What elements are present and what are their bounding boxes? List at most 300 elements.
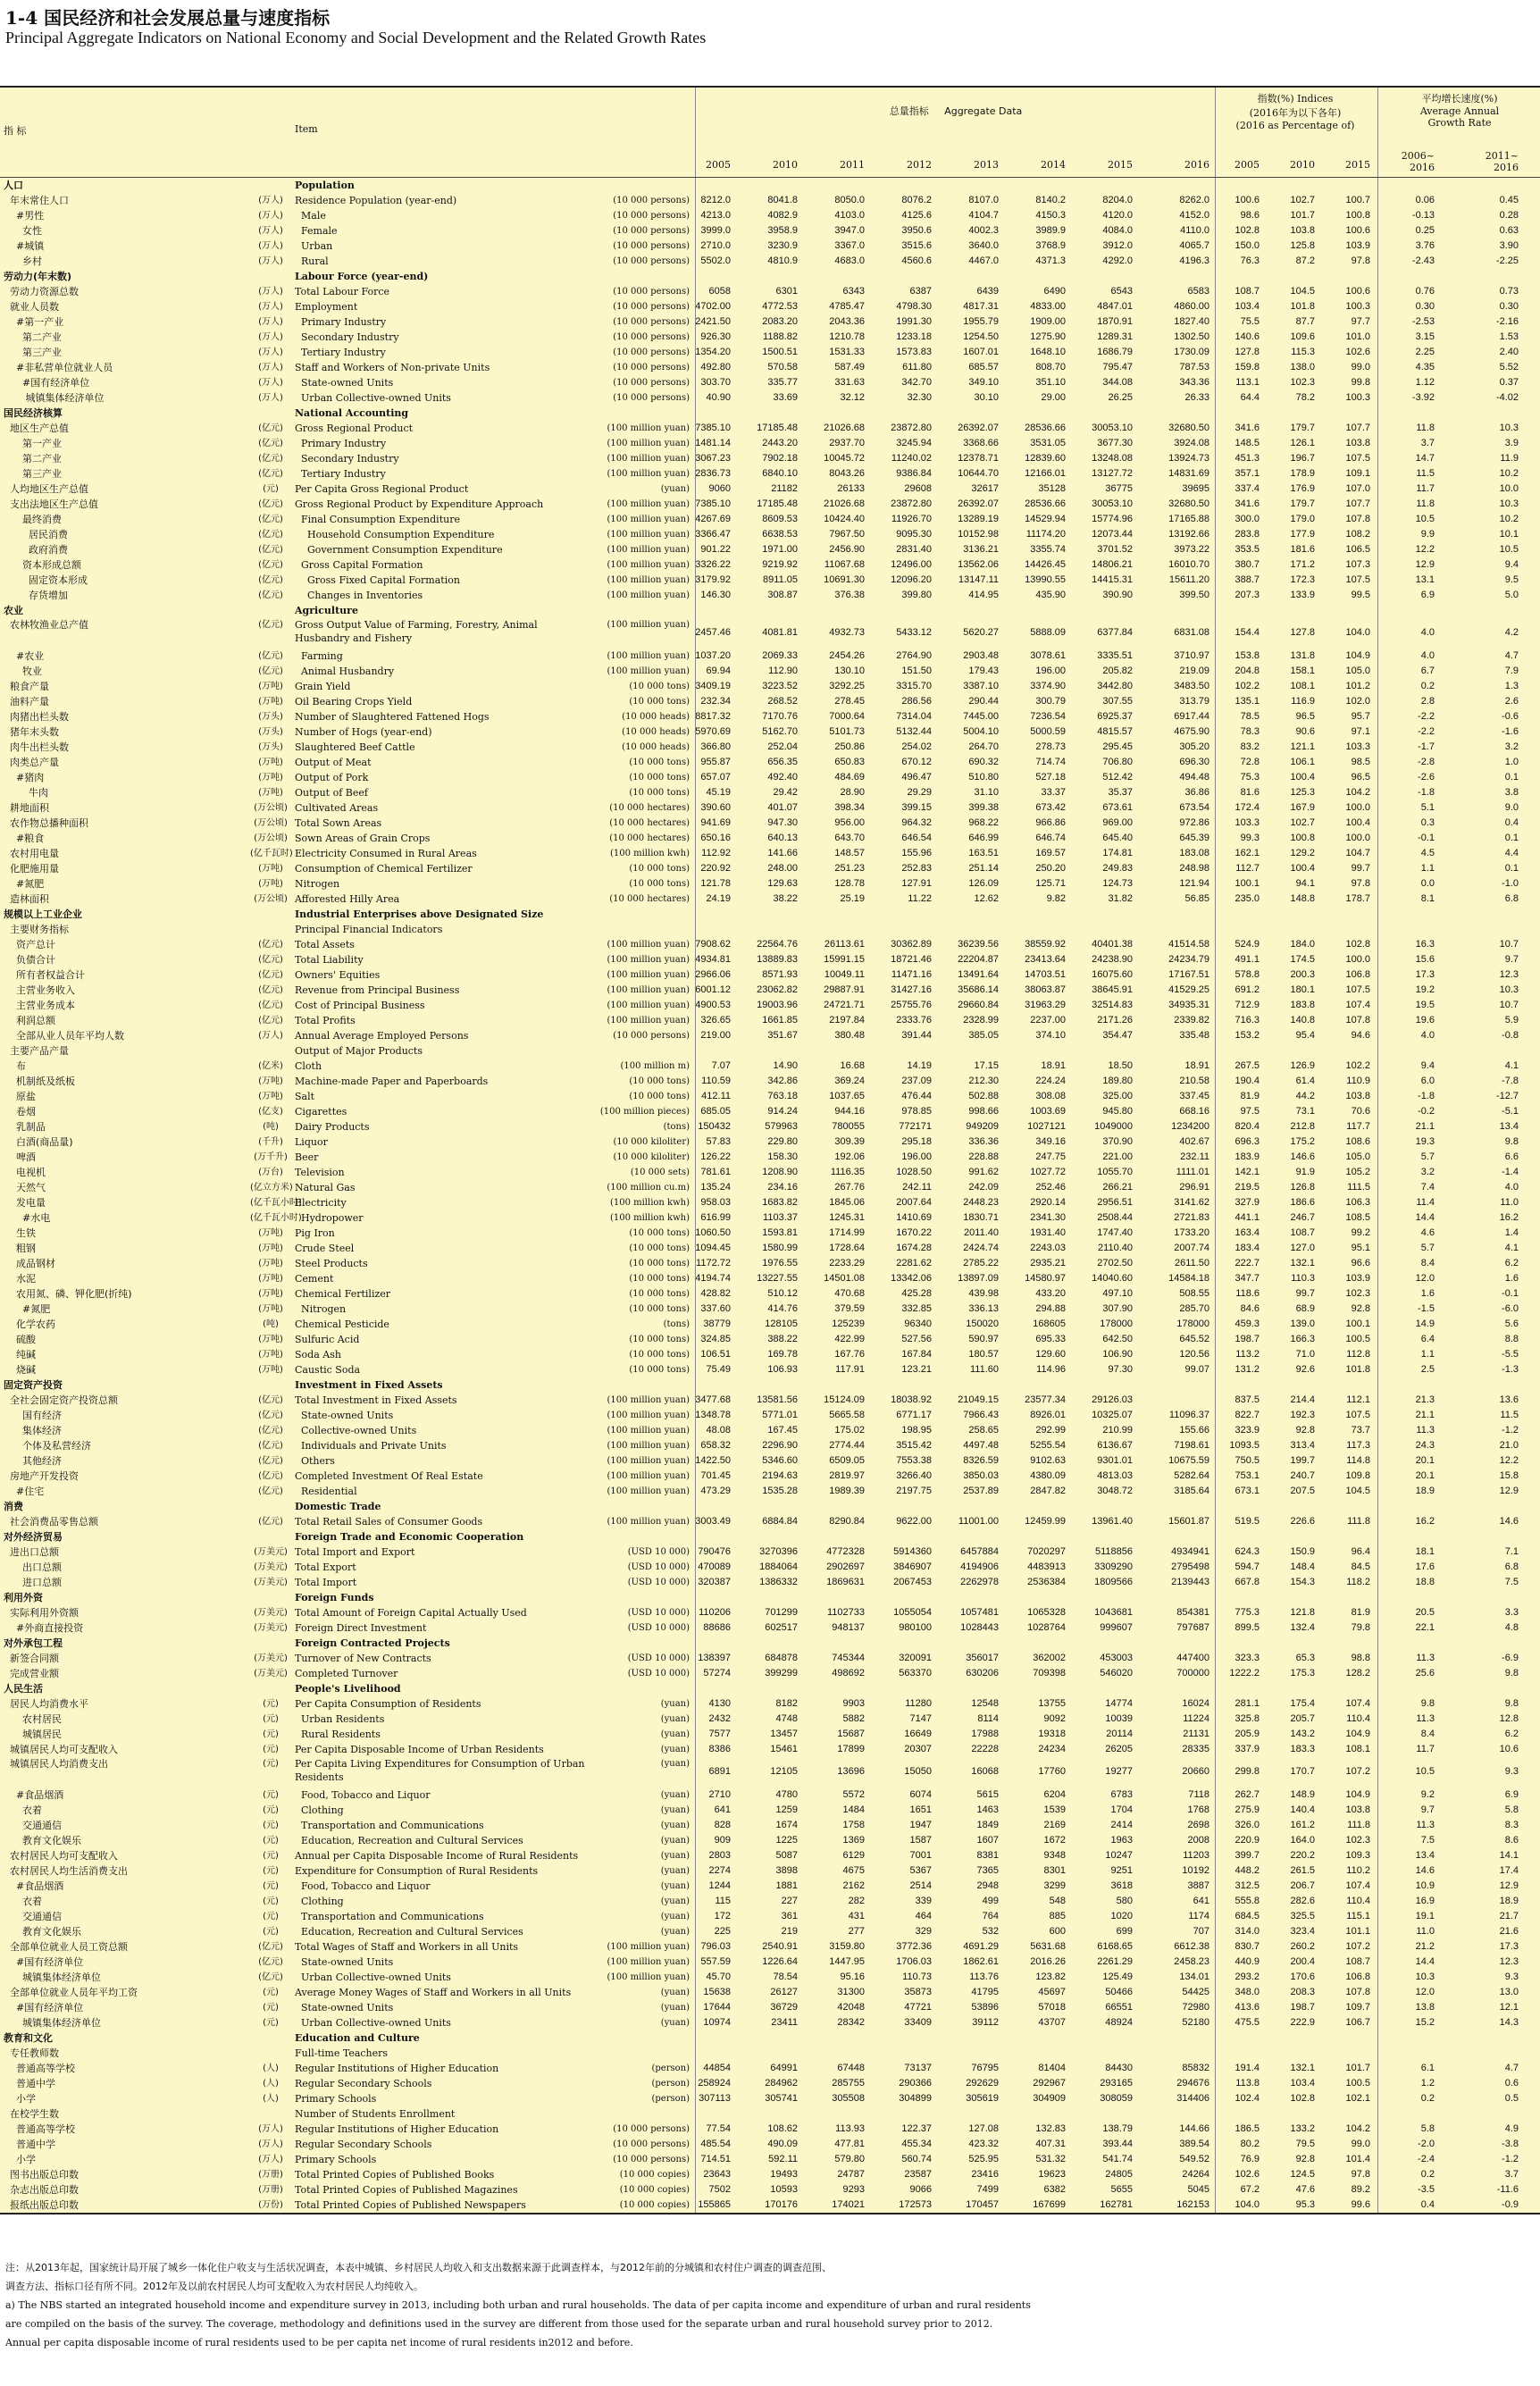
row-label-en: Gross Regional Product by Expenditure Approach: [295, 498, 544, 510]
table-cell: 23413.64: [1025, 954, 1066, 965]
row-unit-en: (100 million kwh): [609, 849, 690, 858]
table-cell: 796.03: [700, 1941, 731, 1952]
table-cell: 6783: [1110, 1789, 1133, 1800]
row-label-en: Gross Fixed Capital Formation: [295, 574, 460, 586]
table-cell: 325.8: [1235, 1713, 1260, 1724]
row-unit-en: (person): [651, 2094, 690, 2104]
row-unit-zh: (亿元): [258, 575, 283, 585]
table-row: [0, 2061, 1540, 2076]
row-unit-zh: (元): [263, 1821, 279, 1830]
table-cell: 21.3: [1415, 1394, 1435, 1405]
table-cell: 107.2: [1345, 1941, 1370, 1952]
table-row: [0, 1028, 1540, 1043]
table-row: [0, 1484, 1540, 1499]
row-label-zh: 教育文化娱乐: [4, 1835, 81, 1846]
table-row: [0, 284, 1540, 299]
table-cell: 947.30: [767, 817, 798, 828]
table-cell: 87.7: [1295, 316, 1315, 327]
table-row: [0, 1393, 1540, 1408]
table-cell: 29887.91: [824, 984, 865, 995]
row-label-zh: 报纸出版总印数: [4, 2199, 79, 2211]
table-cell: 347.7: [1235, 1273, 1260, 1284]
table-cell: 2233.29: [829, 1258, 865, 1268]
table-row: [0, 1347, 1540, 1362]
row-label-en: Annual per Capita Disposable Income of Rural Residents: [295, 1850, 579, 1862]
table-cell: 164.0: [1290, 1835, 1315, 1846]
row-unit-en: (100 million kwh): [609, 1213, 690, 1223]
row-label-en: State-owned Units: [295, 377, 394, 389]
table-row: [0, 740, 1540, 755]
row-label-en: Sown Areas of Grain Crops: [295, 833, 431, 844]
table-cell: 115: [715, 1896, 731, 1906]
table-cell: 2702.50: [1097, 1258, 1133, 1268]
table-cell: 278.73: [1035, 741, 1066, 752]
table-cell: 1037.20: [695, 650, 731, 661]
row-unit-en: (10 000 tons): [629, 1304, 690, 1314]
table-cell: 402.67: [1179, 1136, 1209, 1147]
table-cell: 2948: [976, 1880, 999, 1891]
indicator-table: [0, 86, 1540, 2214]
table-cell: 73.1: [1295, 1106, 1315, 1117]
table-cell: 30362.89: [891, 939, 932, 950]
table-row: [0, 481, 1540, 497]
row-unit-zh: (万公顷): [254, 833, 288, 843]
row-label-en: Television: [295, 1167, 345, 1178]
table-cell: 2721.83: [1174, 1212, 1209, 1223]
row-unit-zh: (万美元): [254, 1562, 288, 1572]
table-cell: 186.6: [1290, 1197, 1315, 1208]
row-unit-en: (yuan): [660, 1745, 690, 1754]
table-cell: 4560.6: [901, 255, 932, 266]
table-cell: 492.40: [767, 772, 798, 783]
table-cell: 4772.53: [762, 301, 798, 312]
table-cell: 116.9: [1291, 696, 1315, 707]
table-cell: 100.6: [1345, 225, 1370, 236]
table-cell: 2083.20: [762, 316, 798, 327]
table-cell: 673.1: [1235, 1486, 1260, 1496]
row-unit-zh: (万美元): [254, 1578, 288, 1587]
table-cell: 2514: [909, 1880, 932, 1891]
table-cell: 296.91: [1179, 1182, 1209, 1193]
table-row: [0, 557, 1540, 573]
table-cell: 385.05: [968, 1030, 999, 1041]
table-cell: 8.1: [1420, 893, 1435, 904]
row-label-en: Industrial Enterprises above Designated Size: [295, 908, 544, 920]
table-cell: 95.3: [1295, 2199, 1315, 2210]
table-cell: 107.8: [1345, 1015, 1370, 1026]
table-cell: 548: [1049, 1896, 1066, 1906]
table-cell: 12.2: [1415, 544, 1435, 555]
row-label-zh: 普通高等学校: [4, 2063, 75, 2074]
table-cell: 431: [848, 1911, 865, 1921]
table-cell: 2110.40: [1098, 1243, 1133, 1253]
table-cell: 3772.36: [896, 1941, 932, 1952]
table-cell: 17644: [703, 2002, 731, 2013]
table-cell: 2456.90: [829, 544, 865, 555]
table-cell: 38645.91: [1092, 984, 1133, 995]
table-cell: 225: [714, 1926, 731, 1937]
row-unit-en: (yuan): [660, 1851, 690, 1861]
table-cell: 4.0: [1420, 1030, 1435, 1041]
table-cell: 103.4: [1290, 2078, 1315, 2089]
table-cell: 10.9: [1415, 1880, 1435, 1891]
table-cell: 13961.40: [1092, 1516, 1133, 1527]
table-cell: 65.3: [1295, 1653, 1315, 1663]
table-cell: 118.6: [1235, 1288, 1260, 1299]
table-cell: 16.9: [1415, 1896, 1435, 1906]
table-cell: 356017: [966, 1653, 999, 1663]
row-unit-zh: (万吨): [258, 1350, 283, 1360]
row-unit-zh: (元): [263, 1805, 279, 1815]
table-cell: 0.30: [1499, 301, 1519, 312]
row-unit-zh: (亿元): [258, 940, 283, 950]
table-cell: 107.2: [1345, 1766, 1370, 1777]
table-cell: 212.8: [1290, 1121, 1315, 1132]
row-label-en: Average Money Wages of Staff and Workers in all Units: [295, 1987, 572, 1998]
table-row: [0, 1620, 1540, 1636]
row-label-zh: 专任教师数: [4, 2047, 59, 2059]
table-cell: 4150.3: [1035, 210, 1066, 221]
row-unit-en: (yuan): [660, 1896, 690, 1906]
row-label-en: Urban Collective-owned Units: [295, 392, 451, 404]
table-cell: 132.1: [1290, 1258, 1315, 1268]
table-cell: 19.3: [1415, 1136, 1435, 1147]
table-row: [0, 421, 1540, 436]
row-label-en: Nitrogen: [295, 1303, 347, 1315]
table-cell: 448.2: [1235, 1865, 1260, 1876]
row-label-en: Total Profits: [295, 1015, 356, 1026]
table-cell: 100.5: [1345, 2078, 1370, 2089]
table-row: [0, 1332, 1540, 1347]
table-cell: 353.5: [1235, 544, 1260, 555]
table-cell: 1259: [775, 1804, 798, 1815]
row-label-zh: 资本形成总额: [4, 559, 81, 571]
row-label-en: Turnover of New Contracts: [295, 1653, 431, 1664]
table-row: [0, 2015, 1540, 2030]
table-cell: 2937.70: [829, 438, 865, 448]
table-cell: 23872.80: [891, 498, 932, 509]
table-row: [0, 1059, 1540, 1074]
table-cell: 5118856: [1094, 1546, 1133, 1557]
row-label-en: Individuals and Private Units: [295, 1440, 447, 1452]
table-cell: 10593: [770, 2184, 798, 2195]
table-cell: 250.20: [1035, 863, 1066, 874]
table-cell: 308.08: [1035, 1091, 1066, 1101]
table-cell: 72980: [1182, 2002, 1209, 2013]
table-cell: 13581.56: [757, 1394, 798, 1405]
table-cell: 1065328: [1027, 1607, 1066, 1618]
row-label-zh: 教育和文化: [4, 2032, 53, 2044]
table-row: [0, 223, 1540, 239]
row-unit-zh: (元): [263, 1729, 279, 1739]
table-cell: 5882: [842, 1713, 865, 1724]
table-cell: 107.5: [1345, 984, 1370, 995]
table-cell: 780055: [832, 1121, 865, 1132]
table-cell: 13192.66: [1168, 529, 1209, 540]
row-label-zh: 新签合同额: [4, 1653, 59, 1664]
table-cell: 92.8: [1295, 2154, 1315, 2164]
table-cell: 43707: [1038, 2017, 1066, 2028]
row-label-zh: 原盐: [4, 1091, 36, 1102]
row-unit-en: (tons): [663, 1122, 690, 1132]
table-cell: 104.9: [1345, 650, 1370, 661]
row-label-zh: 油料产量: [4, 696, 49, 707]
table-cell: -11.6: [1496, 2184, 1519, 2195]
row-unit-en: (person): [651, 2079, 690, 2089]
table-cell: 3.9: [1504, 438, 1519, 448]
table-cell: 189.80: [1102, 1076, 1133, 1086]
table-cell: 40401.38: [1092, 939, 1133, 950]
table-row: [0, 967, 1540, 983]
table-cell: 3315.70: [896, 681, 932, 691]
table-cell: 6377.84: [1097, 627, 1133, 638]
row-label-zh: 城镇集体经济单位: [4, 1972, 101, 1983]
table-cell: 4125.6: [901, 210, 932, 221]
table-cell: 475.5: [1235, 2017, 1260, 2028]
table-cell: 114.8: [1346, 1455, 1370, 1466]
row-label-en: Total Sown Areas: [295, 817, 382, 829]
row-unit-zh: (万美元): [254, 1669, 288, 1679]
row-label-en: Output of Pork: [295, 772, 369, 783]
table-cell: 1.1: [1420, 1349, 1435, 1360]
table-cell: 753.1: [1235, 1470, 1260, 1481]
row-unit-en: (100 million yuan): [607, 970, 690, 980]
table-cell: 78.2: [1295, 392, 1315, 403]
table-cell: 104.2: [1345, 787, 1370, 798]
table-row: [0, 1134, 1540, 1150]
table-cell: 4934.81: [695, 954, 731, 965]
table-cell: 10.5: [1499, 544, 1519, 555]
table-cell: 123.82: [1035, 1972, 1066, 1982]
row-label-en: Food, Tobacco and Liquor: [295, 1789, 431, 1801]
table-row: [0, 1271, 1540, 1286]
row-label-zh: 造林面积: [4, 893, 49, 905]
table-cell: 106.90: [1102, 1349, 1133, 1360]
table-cell: 4810.9: [767, 255, 798, 266]
row-label-zh: 利润总额: [4, 1015, 55, 1026]
section-row: [0, 1681, 1540, 1696]
table-cell: 305.20: [1179, 741, 1209, 752]
row-label-zh: 粮食产量: [4, 681, 49, 692]
row-unit-zh: (元): [263, 1912, 279, 1921]
row-unit-zh: (亿元): [258, 1517, 283, 1527]
table-cell: -0.8: [1502, 1030, 1519, 1041]
table-cell: -2.16: [1495, 316, 1519, 327]
table-cell: 13924.73: [1168, 453, 1209, 464]
table-cell: 191.4: [1235, 2063, 1260, 2073]
table-cell: 11.3: [1416, 1713, 1435, 1724]
table-cell: 2764.90: [896, 650, 932, 661]
row-label-en: Foreign Direct Investment: [295, 1622, 427, 1634]
table-cell: 102.6: [1345, 347, 1370, 357]
table-cell: 29.42: [773, 787, 798, 798]
row-unit-zh: (万人): [258, 347, 283, 357]
table-cell: 163.4: [1235, 1227, 1260, 1238]
table-cell: 388.22: [767, 1334, 798, 1344]
table-cell: 1234200: [1171, 1121, 1209, 1132]
row-label-en: Household Consumption Expenditure: [295, 529, 495, 540]
table-cell: 1535.28: [762, 1486, 798, 1496]
table-cell: 39112: [972, 2017, 999, 2028]
table-cell: 102.3: [1345, 1288, 1370, 1299]
table-cell: 98.5: [1351, 757, 1370, 767]
row-label-zh: 农村居民: [4, 1713, 62, 1725]
table-cell: 329: [915, 1926, 932, 1937]
table-cell: 107.7: [1345, 498, 1370, 509]
table-cell: 12.9: [1499, 1880, 1519, 1891]
row-unit-en: (yuan): [660, 1912, 690, 1921]
table-cell: 958.03: [700, 1197, 731, 1208]
table-row: [0, 785, 1540, 800]
table-cell: 10192: [1182, 1865, 1209, 1876]
table-cell: 3.76: [1415, 240, 1435, 251]
table-cell: 44854: [703, 2063, 731, 2073]
table-cell: 616.99: [700, 1212, 731, 1223]
table-row: [0, 816, 1540, 831]
table-cell: 38559.92: [1025, 939, 1066, 950]
table-cell: 24721.71: [824, 1000, 865, 1010]
table-cell: 1714.99: [829, 1227, 865, 1238]
row-label-zh: 进口总额: [4, 1577, 62, 1588]
table-row: [0, 588, 1540, 603]
row-label-en: Revenue from Principal Business: [295, 984, 460, 996]
table-cell: 12166.01: [1025, 468, 1066, 479]
table-cell: 4.9: [1504, 2123, 1519, 2134]
table-cell: 499: [982, 1896, 999, 1906]
row-label-zh: 全部单位就业人员年平均工资: [4, 1987, 138, 1998]
table-cell: 714.74: [1035, 757, 1066, 767]
table-cell: 110206: [699, 1607, 731, 1618]
table-cell: 125.8: [1290, 240, 1315, 251]
row-label-zh: #国有经济单位: [4, 377, 90, 389]
table-cell: 24264: [1182, 2169, 1209, 2180]
row-unit-en: (10 000 heads): [622, 742, 690, 752]
table-cell: 161.2: [1290, 1820, 1315, 1830]
table-row: [0, 1302, 1540, 1317]
table-cell: 292967: [1033, 2078, 1066, 2089]
table-cell: 13491.64: [958, 969, 999, 980]
table-cell: 85832: [1182, 2063, 1209, 2073]
table-cell: 0.2: [1420, 2169, 1435, 2180]
table-cell: 5255.54: [1030, 1440, 1066, 1451]
table-cell: 34935.31: [1168, 1000, 1209, 1010]
table-cell: 107.0: [1345, 483, 1370, 494]
table-cell: 16010.70: [1168, 559, 1209, 570]
table-cell: 0.76: [1415, 286, 1435, 297]
table-cell: 3309290: [1094, 1561, 1133, 1572]
table-cell: 2043.36: [829, 316, 865, 327]
table-cell: 1704: [1110, 1804, 1133, 1815]
table-cell: 3.15: [1415, 331, 1435, 342]
row-label-en: Regular Institutions of Higher Education: [295, 2123, 499, 2135]
table-row: [0, 755, 1540, 770]
table-cell: 6168.65: [1097, 1941, 1133, 1952]
row-unit-zh: (元): [263, 1745, 279, 1754]
row-label-en: Primary Industry: [295, 438, 387, 449]
row-label-en: Cement: [295, 1273, 334, 1285]
table-cell: 1971.00: [762, 544, 798, 555]
table-cell: 1003.69: [1030, 1106, 1066, 1117]
table-cell: 5162.70: [762, 726, 798, 737]
table-cell: 1.1: [1420, 863, 1435, 874]
row-label-en: Natural Gas: [295, 1182, 356, 1193]
row-unit-zh: (万册): [258, 2185, 283, 2195]
table-cell: 169.78: [767, 1349, 798, 1360]
table-cell: 343.36: [1179, 377, 1209, 388]
row-unit-zh: (元): [263, 1866, 279, 1876]
table-cell: 1093.5: [1229, 1440, 1260, 1451]
header-period: 2011~ 2016: [1485, 150, 1519, 173]
table-cell: 4780: [775, 1789, 798, 1800]
table-cell: 2819.97: [829, 1470, 865, 1481]
row-label-zh: 存货增加: [4, 590, 68, 601]
table-row: [0, 664, 1540, 679]
row-unit-zh: (万吨): [258, 1243, 283, 1253]
table-cell: 153.2: [1235, 1030, 1260, 1041]
table-cell: 13248.08: [1092, 453, 1133, 464]
table-cell: 10.2: [1499, 468, 1519, 479]
table-cell: 178000: [1100, 1319, 1133, 1329]
table-cell: 1.3: [1504, 681, 1519, 691]
table-cell: 541.74: [1102, 2154, 1133, 2164]
table-cell: 171.2: [1290, 559, 1315, 570]
table-cell: 102.7: [1290, 817, 1315, 828]
row-label-zh: 支出法地区生产总值: [4, 498, 98, 510]
table-cell: 4152.0: [1179, 210, 1209, 221]
row-unit-en: (10 000 tons): [629, 788, 690, 798]
row-label-en: Electricity Consumed in Rural Areas: [295, 848, 477, 859]
table-cell: 205.9: [1235, 1729, 1260, 1739]
row-unit-en: (10 000 persons): [613, 2139, 690, 2149]
table-cell: 305508: [832, 2093, 865, 2104]
table-cell: 11067.68: [824, 559, 865, 570]
table-row: [0, 1453, 1540, 1469]
row-unit-en: (yuan): [660, 484, 690, 494]
row-label-zh: #猪肉: [4, 772, 45, 783]
table-cell: 7553.38: [896, 1455, 932, 1466]
table-cell: -1.8: [1418, 1091, 1435, 1101]
row-unit-en: (USD 10 000): [627, 1669, 690, 1679]
row-label-en: Foreign Trade and Economic Cooperation: [295, 1531, 524, 1543]
table-cell: 102.6: [1235, 2169, 1260, 2180]
row-label-en: Consumption of Chemical Fertilizer: [295, 863, 473, 875]
table-cell: 6382: [1043, 2184, 1066, 2195]
row-unit-zh: (人): [263, 2064, 279, 2073]
table-cell: 14580.97: [1025, 1273, 1066, 1284]
table-cell: 99.7: [1295, 1288, 1315, 1299]
table-cell: 3531.05: [1030, 438, 1066, 448]
table-cell: 305741: [765, 2093, 798, 2104]
table-cell: 220.92: [700, 863, 731, 874]
table-cell: 146.6: [1290, 1151, 1315, 1162]
table-cell: 560.74: [901, 2154, 932, 2164]
table-cell: 112.7: [1235, 863, 1260, 874]
table-cell: 175.4: [1290, 1698, 1315, 1709]
table-cell: 97.30: [1108, 1364, 1133, 1375]
table-cell: 3958.9: [767, 225, 798, 236]
table-row: [0, 466, 1540, 481]
table-cell: 5000.59: [1030, 726, 1066, 737]
table-cell: 140.4: [1290, 1804, 1315, 1815]
table-cell: 154.3: [1290, 1577, 1315, 1587]
table-cell: 20307: [904, 1744, 932, 1754]
table-cell: 1222.2: [1229, 1668, 1260, 1679]
table-row: [0, 1803, 1540, 1818]
table-cell: 11001.00: [958, 1516, 999, 1527]
table-cell: 67448: [837, 2063, 865, 2073]
row-label-en: Chemical Pesticide: [295, 1319, 389, 1330]
table-cell: 16.68: [840, 1060, 865, 1071]
